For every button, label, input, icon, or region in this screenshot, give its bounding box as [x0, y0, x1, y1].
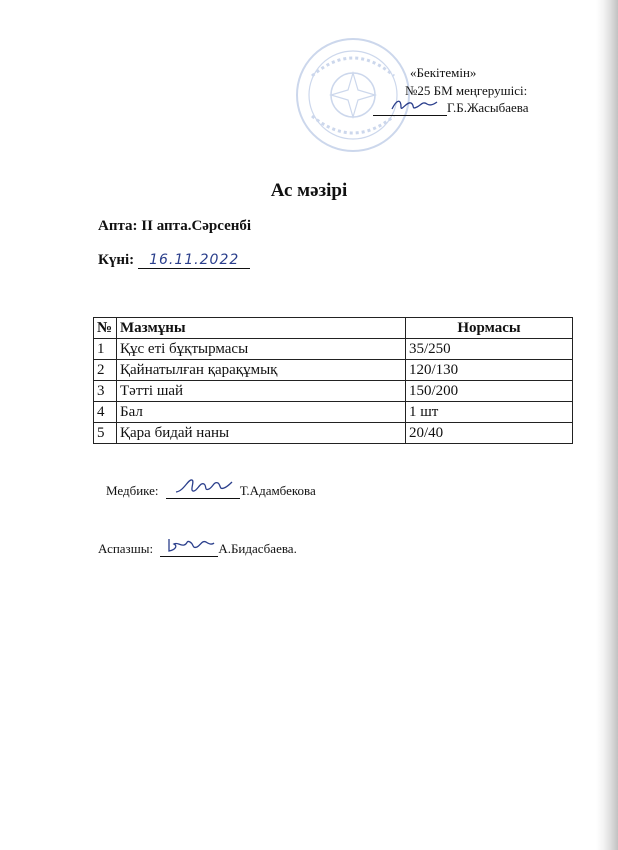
- date-row: [98, 252, 250, 269]
- row-number: 4: [94, 402, 117, 423]
- row-number: 3: [94, 381, 117, 402]
- menu-table: [93, 317, 573, 444]
- date-value: 16.11.2022: [138, 252, 250, 269]
- cook-label: Аспазшы:: [98, 541, 154, 556]
- row-norm: 1 шт: [406, 402, 573, 423]
- table-row: [94, 423, 573, 444]
- week-day-label: Апта: II апта.Сәрсенбі: [98, 218, 252, 234]
- row-dish: Қара бидай наны: [117, 423, 406, 444]
- row-number: 5: [94, 423, 117, 444]
- approval-heading: «Бекітемін»: [410, 65, 477, 80]
- row-number: 1: [94, 339, 117, 360]
- approval-position: №25 БМ меңгерушісі:: [405, 83, 528, 98]
- cook-signature: [166, 534, 216, 556]
- row-dish: Тәтті шай: [117, 381, 406, 402]
- header-number: №: [94, 318, 117, 339]
- header-content: Мазмұны: [117, 318, 406, 339]
- table-row: [94, 402, 573, 423]
- row-norm: 120/130: [406, 360, 573, 381]
- table-row: [94, 360, 573, 381]
- cook-signature-blank: [160, 542, 218, 557]
- row-norm: 35/250: [406, 339, 573, 360]
- row-dish: Құс еті бұқтырмасы: [117, 339, 406, 360]
- table-row: [94, 339, 573, 360]
- scan-edge-shadow: [596, 0, 618, 850]
- row-dish: Қайнатылған қарақұмық: [117, 360, 406, 381]
- nurse-signature-blank: [166, 484, 240, 499]
- row-norm: 150/200: [406, 381, 573, 402]
- approval-signature-line: [373, 100, 529, 116]
- director-name: Г.Б.Жасыбаева: [447, 100, 529, 115]
- date-label: Күні:: [98, 252, 135, 268]
- table-header-row: [94, 318, 573, 339]
- nurse-name: Т.Адамбекова: [239, 483, 316, 498]
- header-norm: Нормасы: [406, 318, 573, 339]
- nurse-signature: [174, 476, 234, 498]
- nurse-label: Медбике:: [106, 483, 159, 498]
- nurse-signature-row: [106, 483, 316, 499]
- director-signature: [389, 95, 439, 115]
- cook-signature-row: [98, 541, 297, 557]
- director-signature-blank: [373, 101, 447, 116]
- page-title: Ас мәзірі: [270, 180, 348, 201]
- row-norm: 20/40: [406, 423, 573, 444]
- row-number: 2: [94, 360, 117, 381]
- cook-name: А.Бидасбаева.: [218, 541, 297, 556]
- table-row: [94, 381, 573, 402]
- row-dish: Бал: [117, 402, 406, 423]
